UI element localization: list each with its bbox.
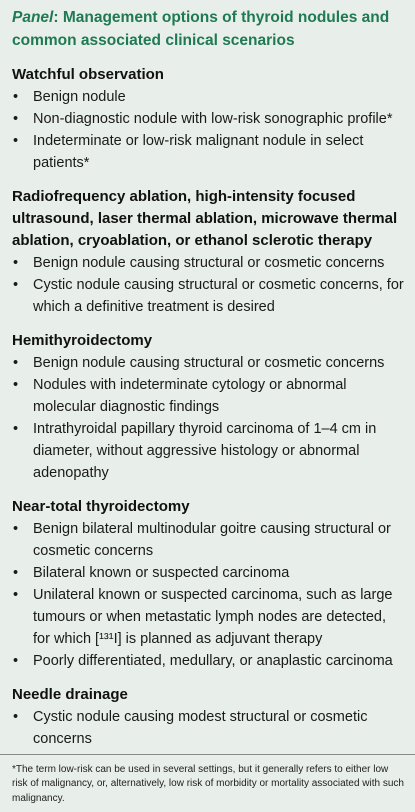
section-near-total-thyroidectomy — [12, 496, 405, 672]
section-heading: Radiofrequency ablation, high-intensity focused ultrasound, laser thermal ablation, microwave thermal ablation, cryoablation, or ethanol sclerotic therapy — [12, 188, 398, 249]
list-item-text: Cystic nodule causing structural or cosmetic concerns, for which a definitive treatment is desired — [33, 277, 404, 315]
bullet-icon: • — [13, 587, 19, 603]
list-item-text: Benign nodule — [33, 89, 126, 105]
list-item — [12, 706, 405, 750]
section-list — [12, 706, 405, 750]
section-needle-drainage — [12, 684, 405, 750]
bullet-icon: • — [13, 133, 19, 149]
bullet-icon: • — [13, 377, 19, 393]
bullet-icon: • — [13, 255, 19, 271]
list-item-text: Benign nodule causing structural or cosmetic concerns — [33, 255, 385, 271]
list-item-text: Cystic nodule causing modest structural or cosmetic concerns — [33, 709, 368, 747]
list-item — [12, 374, 405, 418]
section-heading: Needle drainage — [12, 686, 128, 703]
list-item — [12, 418, 405, 484]
section-hemithyroidectomy — [12, 330, 405, 484]
list-item-text: Intrathyroidal papillary thyroid carcinoma of 1–4 cm in diameter, without aggressive histology or abnormal adenopathy — [33, 421, 377, 481]
section-watchful-observation — [12, 64, 405, 174]
bullet-icon: • — [13, 111, 19, 127]
section-list — [12, 252, 405, 318]
bullet-icon: • — [13, 421, 19, 437]
list-item — [12, 130, 405, 174]
bullet-icon: • — [13, 521, 19, 537]
section-heading: Near-total thyroidectomy — [12, 498, 190, 515]
list-item — [12, 108, 405, 130]
list-item-text: Bilateral known or suspected carcinoma — [33, 565, 290, 581]
panel-title-prefix: Panel — [12, 9, 54, 26]
list-item — [12, 562, 405, 584]
list-item — [12, 518, 405, 562]
list-item — [12, 274, 405, 318]
list-item — [12, 584, 405, 650]
list-item-text: Non-diagnostic nodule with low-risk sonographic profile* — [33, 111, 393, 127]
panel-title-text: : Management options of thyroid nodules and common associated clinical scenarios — [12, 9, 390, 49]
bullet-icon: • — [13, 565, 19, 581]
bullet-icon: • — [13, 653, 19, 669]
list-item-text: Benign bilateral multinodular goitre causing structural or cosmetic concerns — [33, 521, 391, 559]
section-list — [12, 86, 405, 174]
section-heading: Hemithyroidectomy — [12, 332, 153, 349]
bullet-icon: • — [13, 277, 19, 293]
list-item-text: Nodules with indeterminate cytology or abnormal molecular diagnostic findings — [33, 377, 347, 415]
list-item — [12, 650, 405, 672]
list-item-text: Unilateral known or suspected carcinoma, such as large tumours or when metastatic lymph nodes are detected, for which [¹³¹I] is planned as adjuvant therapy — [33, 587, 393, 647]
list-item — [12, 252, 405, 274]
footnote: *The term low-risk can be used in several settings, but it generally refers to either low risk of malignancy, or, alternatively, low risk of morbidity or mortality associated with such malignancy. — [0, 754, 415, 812]
section-list — [12, 352, 405, 484]
section-list — [12, 518, 405, 672]
bullet-icon: • — [13, 89, 19, 105]
list-item-text: Poorly differentiated, medullary, or anaplastic carcinoma — [33, 653, 393, 669]
list-item-text: Indeterminate or low-risk malignant nodule in select patients* — [33, 133, 364, 171]
list-item — [12, 352, 405, 374]
bullet-icon: • — [13, 709, 19, 725]
list-item — [12, 86, 405, 108]
panel-title — [12, 6, 405, 52]
bullet-icon: • — [13, 355, 19, 371]
section-heading: Watchful observation — [12, 66, 164, 83]
list-item-text: Benign nodule causing structural or cosmetic concerns — [33, 355, 385, 371]
section-ablation-therapies — [12, 186, 405, 318]
